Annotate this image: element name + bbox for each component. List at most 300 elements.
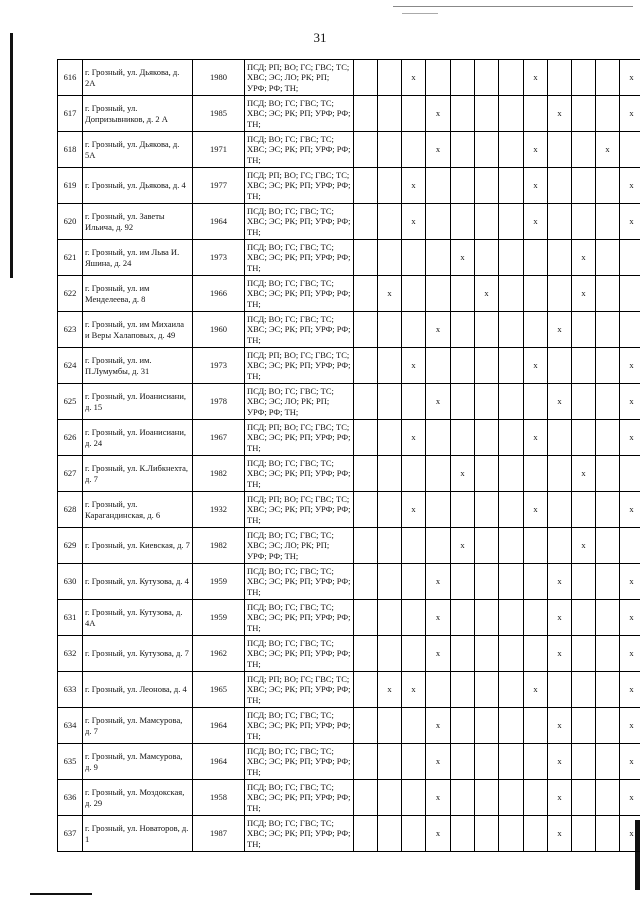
table-row — [58, 420, 640, 456]
period-mark-cell: x — [451, 240, 475, 276]
period-mark-cell — [499, 132, 524, 168]
row-number: 625 — [58, 384, 83, 420]
period-mark-cell — [451, 312, 475, 348]
period-mark-cell: x — [620, 96, 640, 132]
period-mark-cell: x — [572, 240, 596, 276]
period-mark-cell: x — [620, 168, 640, 204]
period-mark-cell: x — [524, 420, 548, 456]
period-mark-cell: x — [426, 564, 451, 600]
period-mark-cell — [378, 348, 402, 384]
period-mark-cell — [354, 60, 378, 96]
period-mark-cell — [451, 276, 475, 312]
period-mark-cell: x — [402, 672, 426, 708]
commissioning-year: 1973 — [193, 348, 245, 384]
row-number: 627 — [58, 456, 83, 492]
period-mark-cell — [596, 168, 620, 204]
table-row — [58, 636, 640, 672]
period-mark-cell: x — [548, 384, 572, 420]
period-mark-cell — [620, 276, 640, 312]
table-row — [58, 348, 640, 384]
period-mark-cell: x — [620, 492, 640, 528]
work-types: ПСД; ВО; ГС; ГВС; ТС; ХВС; ЭС; РК; РП; УРФ; РФ; ТН; — [245, 744, 354, 780]
building-address: г. Грозный, ул. Иоанисиани, д. 24 — [83, 420, 193, 456]
period-mark-cell — [596, 96, 620, 132]
building-address: г. Грозный, ул. Допризывников, д. 2 А — [83, 96, 193, 132]
work-types: ПСД; ВО; ГС; ГВС; ТС; ХВС; ЭС; РК; РП; УРФ; РФ; ТН; — [245, 96, 354, 132]
period-mark-cell — [548, 168, 572, 204]
period-mark-cell: x — [548, 708, 572, 744]
period-mark-cell: x — [548, 564, 572, 600]
work-types: ПСД; РП; ВО; ГС; ГВС; ТС; ХВС; ЭС; РК; РП; УРФ; РФ; ТН; — [245, 672, 354, 708]
period-mark-cell: x — [402, 168, 426, 204]
period-mark-cell — [354, 348, 378, 384]
period-mark-cell — [475, 60, 499, 96]
period-mark-cell — [499, 744, 524, 780]
period-mark-cell — [402, 564, 426, 600]
period-mark-cell — [548, 132, 572, 168]
period-mark-cell — [426, 240, 451, 276]
work-types: ПСД; ВО; ГС; ГВС; ТС; ХВС; ЭС; РК; РП; УРФ; РФ; ТН; — [245, 780, 354, 816]
period-mark-cell — [475, 204, 499, 240]
period-mark-cell — [572, 96, 596, 132]
row-number: 623 — [58, 312, 83, 348]
period-mark-cell — [548, 672, 572, 708]
period-mark-cell — [354, 636, 378, 672]
period-mark-cell — [451, 348, 475, 384]
period-mark-cell: x — [548, 96, 572, 132]
period-mark-cell — [402, 636, 426, 672]
work-types: ПСД; ВО; ГС; ГВС; ТС; ХВС; ЭС; РК; РП; УРФ; РФ; ТН; — [245, 600, 354, 636]
period-mark-cell — [378, 60, 402, 96]
period-mark-cell — [402, 780, 426, 816]
period-mark-cell — [475, 168, 499, 204]
period-mark-cell — [402, 132, 426, 168]
period-mark-cell — [354, 780, 378, 816]
commissioning-year: 1964 — [193, 744, 245, 780]
period-mark-cell — [499, 204, 524, 240]
period-mark-cell — [378, 240, 402, 276]
period-mark-cell — [572, 384, 596, 420]
work-types: ПСД; ВО; ГС; ГВС; ТС; ХВС; ЭС; РК; РП; УРФ; РФ; ТН; — [245, 636, 354, 672]
period-mark-cell — [620, 528, 640, 564]
period-mark-cell — [572, 816, 596, 852]
work-types: ПСД; ВО; ГС; ГВС; ТС; ХВС; ЭС; РК; РП; УРФ; РФ; ТН; — [245, 816, 354, 852]
period-mark-cell — [451, 132, 475, 168]
period-mark-cell — [524, 600, 548, 636]
period-mark-cell — [572, 492, 596, 528]
work-types: ПСД; ВО; ГС; ГВС; ТС; ХВС; ЭС; ЛО; РК; РП; УРФ; РФ; ТН; — [245, 528, 354, 564]
row-number: 635 — [58, 744, 83, 780]
period-mark-cell — [620, 240, 640, 276]
period-mark-cell — [451, 96, 475, 132]
period-mark-cell — [548, 204, 572, 240]
table-row — [58, 96, 640, 132]
period-mark-cell — [548, 492, 572, 528]
period-mark-cell: x — [426, 816, 451, 852]
period-mark-cell — [524, 816, 548, 852]
scan-margin-bar-left — [10, 33, 13, 278]
period-mark-cell — [426, 528, 451, 564]
period-mark-cell — [499, 312, 524, 348]
period-mark-cell — [499, 384, 524, 420]
period-mark-cell — [572, 672, 596, 708]
commissioning-year: 1971 — [193, 132, 245, 168]
period-mark-cell — [378, 492, 402, 528]
period-mark-cell — [524, 780, 548, 816]
period-mark-cell — [451, 672, 475, 708]
period-mark-cell: x — [524, 60, 548, 96]
period-mark-cell — [402, 744, 426, 780]
row-number: 618 — [58, 132, 83, 168]
period-mark-cell: x — [572, 528, 596, 564]
period-mark-cell — [451, 744, 475, 780]
table-row — [58, 240, 640, 276]
row-number: 631 — [58, 600, 83, 636]
period-mark-cell — [499, 672, 524, 708]
period-mark-cell — [548, 348, 572, 384]
period-mark-cell — [499, 348, 524, 384]
period-mark-cell — [426, 204, 451, 240]
work-types: ПСД; РП; ВО; ГС; ГВС; ТС; ХВС; ЭС; ЛО; РК; РП; УРФ; РФ; ТН; — [245, 60, 354, 96]
row-number: 629 — [58, 528, 83, 564]
period-mark-cell — [620, 456, 640, 492]
building-address: г. Грозный, ул. Леонова, д. 4 — [83, 672, 193, 708]
period-mark-cell — [596, 60, 620, 96]
period-mark-cell — [596, 564, 620, 600]
period-mark-cell: x — [524, 204, 548, 240]
period-mark-cell — [475, 348, 499, 384]
table-row — [58, 528, 640, 564]
work-types: ПСД; ВО; ГС; ГВС; ТС; ХВС; ЭС; РК; РП; УРФ; РФ; ТН; — [245, 312, 354, 348]
period-mark-cell — [620, 132, 640, 168]
period-mark-cell — [524, 312, 548, 348]
period-mark-cell — [451, 600, 475, 636]
table-row — [58, 60, 640, 96]
commissioning-year: 1960 — [193, 312, 245, 348]
commissioning-year: 1987 — [193, 816, 245, 852]
period-mark-cell: x — [378, 672, 402, 708]
row-number: 624 — [58, 348, 83, 384]
period-mark-cell — [402, 816, 426, 852]
period-mark-cell: x — [620, 744, 640, 780]
period-mark-cell — [354, 708, 378, 744]
period-mark-cell — [426, 672, 451, 708]
period-mark-cell — [354, 204, 378, 240]
commissioning-year: 1980 — [193, 60, 245, 96]
work-types: ПСД; ВО; ГС; ГВС; ТС; ХВС; ЭС; РК; РП; УРФ; РФ; ТН; — [245, 132, 354, 168]
period-mark-cell: x — [426, 744, 451, 780]
period-mark-cell — [596, 204, 620, 240]
period-mark-cell — [426, 276, 451, 312]
top-rule-short — [402, 13, 438, 14]
period-mark-cell — [499, 276, 524, 312]
period-mark-cell — [596, 492, 620, 528]
period-mark-cell: x — [620, 780, 640, 816]
work-types: ПСД; ВО; ГС; ГВС; ТС; ХВС; ЭС; РК; РП; УРФ; РФ; ТН; — [245, 456, 354, 492]
period-mark-cell — [572, 168, 596, 204]
work-types: ПСД; ВО; ГС; ГВС; ТС; ХВС; ЭС; РК; РП; УРФ; РФ; ТН; — [245, 240, 354, 276]
period-mark-cell — [378, 456, 402, 492]
period-mark-cell: x — [426, 600, 451, 636]
table-row — [58, 168, 640, 204]
period-mark-cell: x — [426, 636, 451, 672]
period-mark-cell — [572, 132, 596, 168]
period-mark-cell: x — [548, 600, 572, 636]
period-mark-cell: x — [378, 276, 402, 312]
period-mark-cell — [451, 564, 475, 600]
commissioning-year: 1964 — [193, 204, 245, 240]
period-mark-cell — [596, 240, 620, 276]
table-row — [58, 384, 640, 420]
period-mark-cell — [524, 528, 548, 564]
work-types: ПСД; РП; ВО; ГС; ГВС; ТС; ХВС; ЭС; РК; РП; УРФ; РФ; ТН; — [245, 492, 354, 528]
table-row — [58, 780, 640, 816]
building-address: г. Грозный, ул. Мамсурова, д. 9 — [83, 744, 193, 780]
period-mark-cell — [499, 708, 524, 744]
period-mark-cell: x — [451, 456, 475, 492]
row-number: 634 — [58, 708, 83, 744]
period-mark-cell — [451, 384, 475, 420]
page-number: 31 — [313, 30, 327, 45]
period-mark-cell: x — [548, 636, 572, 672]
building-address: г. Грозный, ул. Кутузова, д. 7 — [83, 636, 193, 672]
work-types: ПСД; ВО; ГС; ГВС; ТС; ХВС; ЭС; ЛО; РК; РП; УРФ; РФ; ТН; — [245, 384, 354, 420]
period-mark-cell: x — [620, 348, 640, 384]
period-mark-cell — [378, 96, 402, 132]
period-mark-cell — [499, 528, 524, 564]
period-mark-cell — [572, 60, 596, 96]
period-mark-cell — [572, 348, 596, 384]
period-mark-cell — [378, 528, 402, 564]
period-mark-cell — [426, 492, 451, 528]
commissioning-year: 1965 — [193, 672, 245, 708]
table-row — [58, 456, 640, 492]
period-mark-cell — [499, 240, 524, 276]
period-mark-cell — [451, 60, 475, 96]
commissioning-year: 1985 — [193, 96, 245, 132]
period-mark-cell — [354, 600, 378, 636]
period-mark-cell — [572, 564, 596, 600]
building-address: г. Грозный, ул. Моздокская, д. 29 — [83, 780, 193, 816]
table-row — [58, 132, 640, 168]
period-mark-cell: x — [620, 384, 640, 420]
table-row — [58, 492, 640, 528]
period-mark-cell — [548, 240, 572, 276]
period-mark-cell: x — [426, 708, 451, 744]
table-row — [58, 312, 640, 348]
row-number: 636 — [58, 780, 83, 816]
table-row — [58, 276, 640, 312]
period-mark-cell — [475, 600, 499, 636]
period-mark-cell — [572, 708, 596, 744]
work-types: ПСД; ВО; ГС; ГВС; ТС; ХВС; ЭС; РК; РП; УРФ; РФ; ТН; — [245, 708, 354, 744]
table-row — [58, 600, 640, 636]
period-mark-cell — [451, 816, 475, 852]
period-mark-cell — [596, 312, 620, 348]
period-mark-cell — [524, 240, 548, 276]
period-mark-cell: x — [548, 816, 572, 852]
commissioning-year: 1973 — [193, 240, 245, 276]
period-mark-cell: x — [596, 132, 620, 168]
period-mark-cell — [572, 420, 596, 456]
row-number: 632 — [58, 636, 83, 672]
work-types: ПСД; ВО; ГС; ГВС; ТС; ХВС; ЭС; РК; РП; УРФ; РФ; ТН; — [245, 276, 354, 312]
period-mark-cell — [475, 312, 499, 348]
bottom-rule — [30, 893, 92, 895]
commissioning-year: 1959 — [193, 600, 245, 636]
period-mark-cell — [548, 276, 572, 312]
period-mark-cell: x — [426, 132, 451, 168]
period-mark-cell — [596, 780, 620, 816]
row-number: 620 — [58, 204, 83, 240]
period-mark-cell: x — [402, 420, 426, 456]
period-mark-cell — [499, 492, 524, 528]
period-mark-cell — [572, 744, 596, 780]
period-mark-cell — [426, 420, 451, 456]
period-mark-cell — [378, 312, 402, 348]
housing-registry-table — [57, 59, 640, 852]
building-address: г. Грозный, ул. им. П.Лумумбы, д. 31 — [83, 348, 193, 384]
period-mark-cell — [426, 168, 451, 204]
building-address: г. Грозный, ул. Мамсурова, д. 7 — [83, 708, 193, 744]
row-number: 626 — [58, 420, 83, 456]
period-mark-cell — [354, 312, 378, 348]
period-mark-cell: x — [548, 312, 572, 348]
period-mark-cell: x — [620, 600, 640, 636]
period-mark-cell — [354, 744, 378, 780]
period-mark-cell — [378, 780, 402, 816]
period-mark-cell: x — [524, 492, 548, 528]
period-mark-cell — [596, 348, 620, 384]
period-mark-cell: x — [620, 564, 640, 600]
period-mark-cell: x — [402, 204, 426, 240]
row-number: 633 — [58, 672, 83, 708]
commissioning-year: 1967 — [193, 420, 245, 456]
period-mark-cell — [572, 780, 596, 816]
period-mark-cell — [499, 600, 524, 636]
period-mark-cell — [378, 420, 402, 456]
period-mark-cell — [548, 528, 572, 564]
row-number: 616 — [58, 60, 83, 96]
period-mark-cell — [524, 96, 548, 132]
row-number: 619 — [58, 168, 83, 204]
period-mark-cell — [354, 420, 378, 456]
period-mark-cell — [572, 204, 596, 240]
period-mark-cell — [354, 96, 378, 132]
period-mark-cell — [402, 456, 426, 492]
period-mark-cell — [499, 780, 524, 816]
period-mark-cell — [451, 708, 475, 744]
building-address: г. Грозный, ул. Кутузова, д. 4А — [83, 600, 193, 636]
period-mark-cell — [475, 420, 499, 456]
period-mark-cell — [596, 816, 620, 852]
period-mark-cell: x — [620, 204, 640, 240]
row-number: 617 — [58, 96, 83, 132]
building-address: г. Грозный, ул. им Льва И. Яшина, д. 24 — [83, 240, 193, 276]
commissioning-year: 1966 — [193, 276, 245, 312]
period-mark-cell — [378, 132, 402, 168]
period-mark-cell: x — [620, 816, 640, 852]
work-types: ПСД; РП; ВО; ГС; ГВС; ТС; ХВС; ЭС; РК; РП; УРФ; РФ; ТН; — [245, 348, 354, 384]
period-mark-cell — [378, 168, 402, 204]
period-mark-cell — [596, 636, 620, 672]
period-mark-cell — [596, 744, 620, 780]
table-row — [58, 672, 640, 708]
period-mark-cell — [378, 600, 402, 636]
period-mark-cell: x — [524, 168, 548, 204]
period-mark-cell — [378, 564, 402, 600]
period-mark-cell — [524, 708, 548, 744]
period-mark-cell: x — [572, 276, 596, 312]
period-mark-cell — [596, 420, 620, 456]
period-mark-cell: x — [451, 528, 475, 564]
period-mark-cell — [354, 672, 378, 708]
period-mark-cell — [596, 528, 620, 564]
period-mark-cell — [572, 600, 596, 636]
period-mark-cell — [475, 96, 499, 132]
period-mark-cell: x — [402, 348, 426, 384]
period-mark-cell — [354, 816, 378, 852]
commissioning-year: 1958 — [193, 780, 245, 816]
period-mark-cell: x — [548, 780, 572, 816]
period-mark-cell — [524, 564, 548, 600]
building-address: г. Грозный, ул. Заветы Ильича, д. 92 — [83, 204, 193, 240]
period-mark-cell — [499, 564, 524, 600]
commissioning-year: 1964 — [193, 708, 245, 744]
period-mark-cell — [354, 456, 378, 492]
period-mark-cell — [475, 780, 499, 816]
period-mark-cell — [596, 456, 620, 492]
building-address: г. Грозный, ул. Киевская, д. 7 — [83, 528, 193, 564]
period-mark-cell — [572, 312, 596, 348]
building-address: г. Грозный, ул. Новаторов, д. 1 — [83, 816, 193, 852]
period-mark-cell — [402, 708, 426, 744]
work-types: ПСД; ВО; ГС; ГВС; ТС; ХВС; ЭС; РК; РП; УРФ; РФ; ТН; — [245, 564, 354, 600]
work-types: ПСД; РП; ВО; ГС; ГВС; ТС; ХВС; ЭС; РК; РП; УРФ; РФ; ТН; — [245, 168, 354, 204]
period-mark-cell — [596, 672, 620, 708]
commissioning-year: 1977 — [193, 168, 245, 204]
period-mark-cell — [402, 528, 426, 564]
period-mark-cell — [402, 240, 426, 276]
period-mark-cell: x — [426, 96, 451, 132]
period-mark-cell — [451, 204, 475, 240]
table-row — [58, 816, 640, 852]
period-mark-cell — [378, 744, 402, 780]
period-mark-cell — [378, 816, 402, 852]
row-number: 621 — [58, 240, 83, 276]
period-mark-cell — [354, 276, 378, 312]
period-mark-cell — [499, 96, 524, 132]
period-mark-cell — [524, 456, 548, 492]
table-row — [58, 564, 640, 600]
period-mark-cell: x — [620, 672, 640, 708]
period-mark-cell: x — [426, 312, 451, 348]
commissioning-year: 1982 — [193, 456, 245, 492]
period-mark-cell — [426, 60, 451, 96]
period-mark-cell: x — [524, 132, 548, 168]
commissioning-year: 1982 — [193, 528, 245, 564]
period-mark-cell — [354, 528, 378, 564]
period-mark-cell — [499, 456, 524, 492]
period-mark-cell — [402, 600, 426, 636]
commissioning-year: 1978 — [193, 384, 245, 420]
table-row — [58, 708, 640, 744]
period-mark-cell — [475, 492, 499, 528]
row-number: 630 — [58, 564, 83, 600]
period-mark-cell — [548, 60, 572, 96]
period-mark-cell — [354, 492, 378, 528]
period-mark-cell — [524, 744, 548, 780]
